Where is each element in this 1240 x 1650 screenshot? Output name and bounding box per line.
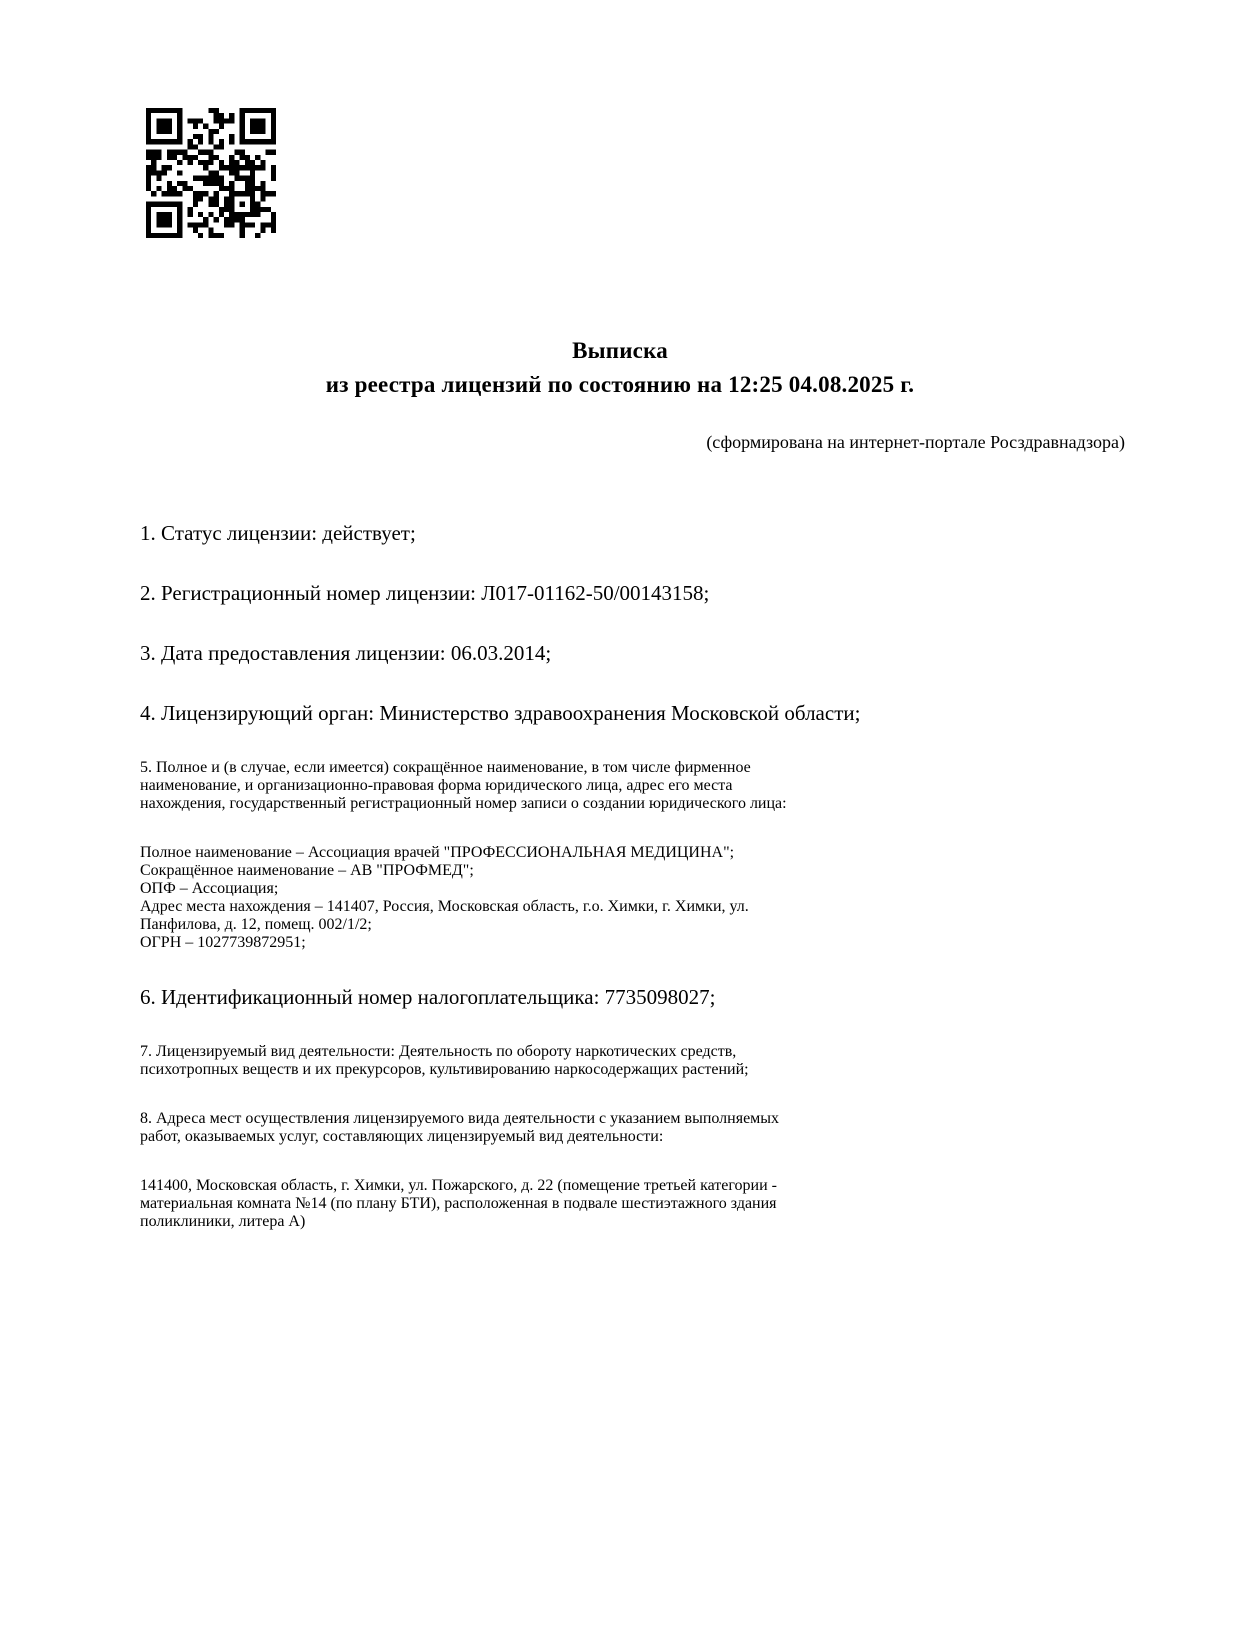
text-line: работ, оказываемых услуг, составляющих лицензируемый вид деятельности:: [140, 1128, 664, 1145]
paragraph-registration-number: [140, 579, 1170, 608]
text-line: Адрес места нахождения – 141407, Россия, Московская область, г.о. Химки, г. Химки, ул.: [140, 898, 749, 915]
title-line-2: из реестра лицензий по состоянию на 12:25 04.08.2025 г.: [325, 372, 915, 397]
document-title: [0, 334, 1240, 402]
text-line: материальная комната №14 (по плану БТИ), расположенная в подвале шестиэтажного здания: [140, 1195, 777, 1212]
text-line: ОГРН – 1027739872951;: [140, 934, 306, 951]
paragraph-grant-date: [140, 639, 1170, 668]
text-line: 2. Регистрационный номер лицензии: Л017-01162-50/00143158;: [140, 581, 710, 605]
text-line: Панфилова, д. 12, помещ. 002/1/2;: [140, 916, 372, 933]
text-line: 1. Статус лицензии: действует;: [140, 521, 416, 545]
text-line: 8. Адреса мест осуществления лицензируемого вида деятельности с указанием выполняемых: [140, 1110, 780, 1127]
text-line: нахождения, государственный регистрационный номер записи о создании юридического лица:: [140, 795, 787, 812]
text-line: психотропных веществ и их прекурсоров, культивированию наркосодержащих растений;: [140, 1061, 749, 1078]
title-line-1: Выписка: [572, 338, 668, 363]
text-line: 3. Дата предоставления лицензии: 06.03.2014;: [140, 641, 552, 665]
text-line: Сокращённое наименование – АВ "ПРОФМЕД";: [140, 862, 474, 879]
text-line: ОПФ – Ассоциация;: [140, 880, 279, 897]
text-line: наименование, и организационно-правовая форма юридического лица, адрес его места: [140, 777, 733, 794]
paragraph-licensing-authority: [140, 699, 1170, 728]
text-line: 6. Идентификационный номер налогоплательщика: 7735098027;: [140, 985, 716, 1009]
text-line: 7. Лицензируемый вид деятельности: Деятельность по обороту наркотических средств,: [140, 1043, 737, 1060]
paragraph-taxpayer-number: [140, 983, 1170, 1012]
document-subtitle: (сформирована на интернет-портале Росздравнадзора): [706, 432, 1125, 452]
paragraph-license-status: [140, 519, 1170, 548]
document-body: [140, 519, 1170, 1262]
text-line: 4. Лицензирующий орган: Министерство здравоохранения Московской области;: [140, 701, 861, 725]
text-line: Полное наименование – Ассоциация врачей "ПРОФЕССИОНАЛЬНАЯ МЕДИЦИНА";: [140, 844, 735, 861]
qr-code: [146, 108, 276, 238]
text-line: 141400, Московская область, г. Химки, ул. Пожарского, д. 22 (помещение третьей категории -: [140, 1177, 777, 1194]
text-line: поликлиники, литера А): [140, 1213, 306, 1230]
text-line: 5. Полное и (в случае, если имеется) сокращённое наименование, в том числе фирменное: [140, 759, 751, 776]
